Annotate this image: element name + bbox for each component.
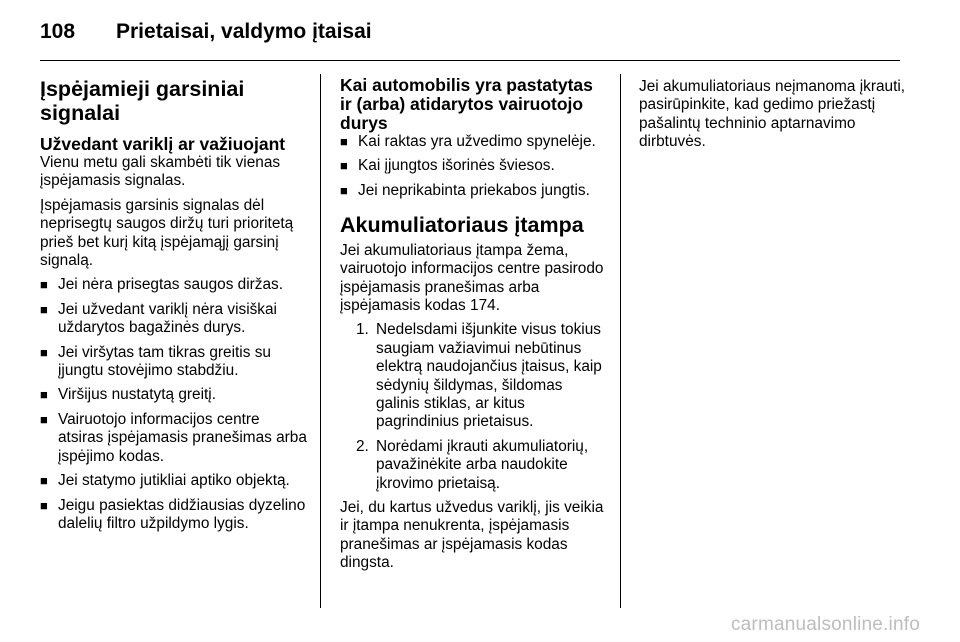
paragraph: Jei, du kartus užvedus variklį, jis veikia ir įtampa nenukrenta, įspėjamasis pranešimas ar įspėjamasis kodas dingsta. (340, 499, 604, 572)
list-item: ■ Jei nėra prisegtas saugos diržas. (40, 276, 308, 294)
page-number: 108 (40, 20, 76, 43)
list-item: ■ Viršijus nustatytą greitį. (40, 386, 308, 404)
step-text: Nedelsdami išjunkite visus tokius saugiam važiavimui nebūtinus elektrą naudojančius įtaisus, kaip sėdynių šildymas, šildomas galinis stiklas, ar kitus pagrindinius prietaisus. (376, 321, 602, 431)
list-item: ■ Jei užvedant variklį nėra visiškai uždarytos bagažinės durys. (40, 301, 308, 338)
column-1 (40, 76, 308, 539)
list-item: ■ Kai įjungtos išorinės šviesos. (340, 157, 608, 175)
column-divider-1 (320, 74, 321, 608)
paragraph: Įspėjamasis garsinis signalas dėl neprisegtų saugos diržų turi prioritetą prieš bet kurį kitą įspėjamąjį garsinį signalą. (40, 196, 294, 270)
step-number: 1. (356, 321, 369, 339)
list-item: ■ Kai raktas yra užvedimo spynelėje. (340, 133, 608, 151)
list-item: ■ Jei neprikabinta priekabos jungtis. (340, 182, 608, 200)
column-2 (340, 76, 608, 579)
list-item: ■ Jei statymo jutikliai aptiko objektą. (40, 472, 308, 490)
bullet-list (340, 133, 608, 200)
paragraph: Jei akumuliatoriaus neįmanoma įkrauti, pasirūpinkite, kad gedimo priežastį pašalintų techninio aptarnavimo dirbtuvės. (639, 78, 906, 151)
column-divider-2 (620, 74, 621, 608)
list-item: ■ Jeigu pasiektas didžiausias dyzelino dalelių filtro užpildymo lygis. (40, 497, 308, 534)
bullet-list (40, 276, 308, 533)
list-item (340, 438, 608, 493)
section-title-warning-chimes: Įspėjamieji garsiniai signalai (40, 77, 245, 125)
subsection-title-starting-driving: Užvedant variklį ar važiuojant (40, 134, 286, 154)
list-item: ■ Vairuotojo informacijos centre atsiras įspėjamasis pranešimas arba įspėjimo kodas. (40, 411, 308, 466)
paragraph: Jei akumuliatoriaus įtampa žema, vairuotojo informacijos centre pasirodo įspėjamasis pranešimas arba įspėjamasis kodas 174. (340, 241, 604, 314)
section-title-battery-voltage: Akumuliatoriaus įtampa (340, 213, 584, 238)
list-item: ■ Jei viršytas tam tikras greitis su įjungtu stovėjimo stabdžiu. (40, 344, 308, 381)
chapter-title: Prietaisai, valdymo įtaisai (116, 20, 372, 43)
column-3 (639, 76, 907, 158)
paragraph: Vienu metu gali skambėti tik vienas įspėjamasis signalas. (40, 154, 281, 190)
subsection-title-parked: Kai automobilis yra pastatytas ir (arba) atidarytos vairuotojo durys (340, 75, 593, 133)
watermark: carmanualsonline.info (730, 614, 920, 635)
numbered-list (340, 321, 608, 493)
step-number: 2. (356, 437, 369, 455)
list-item (340, 321, 608, 431)
step-text: Norėdami įkrauti akumuliatorių, pavažinėkite arba naudokite įkrovimo prietaisą. (376, 437, 589, 492)
header-divider (40, 60, 900, 61)
